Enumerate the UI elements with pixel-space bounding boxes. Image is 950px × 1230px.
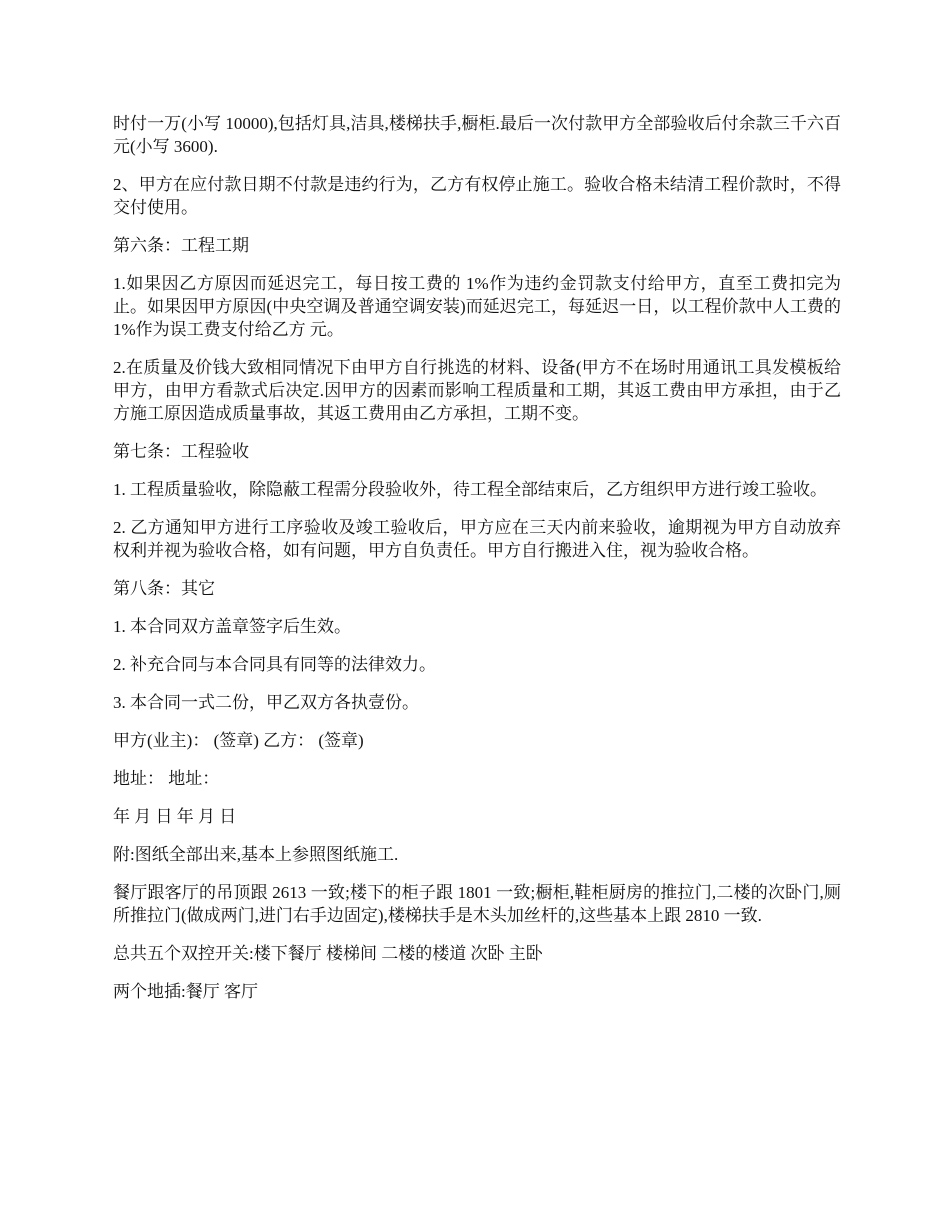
paragraph-delay-penalty: 1.如果因乙方原因而延迟完工，每日按工费的 1%作为违约金罚款支付给甲方，直至工费扣完为止。如果因甲方原因(中央空调及普通空调安装)而延迟完工，每延迟一日，以工程价款中人工费的 1%作为误工费支付给乙方 元。 <box>113 274 841 339</box>
paragraph-supplement: 2. 补充合同与本合同具有同等的法律效力。 <box>113 655 436 674</box>
paragraph-payment-terms: 时付一万(小写 10000),包括灯具,洁具,楼梯扶手,橱柜.最后一次付款甲方全部验收后付余款三千六百元(小写 3600). <box>113 114 841 156</box>
paragraph-switches: 总共五个双控开关:楼下餐厅 楼梯间 二楼的楼道 次卧 主卧 <box>113 944 543 963</box>
heading-article-6: 第六条：工程工期 <box>113 236 249 255</box>
paragraph-material-selection: 2.在质量及价钱大致相同情况下由甲方自行挑选的材料、设备(甲方不在场时用通讯工具发模板给甲方，由甲方看款式后决定.因甲方的因素而影响工程质量和工期，其返工费由甲方承担，由于乙方施工原因造成质量事故，其返工费用由乙方承担，工期不变。 <box>113 358 841 423</box>
paragraph-quality-acceptance: 1. 工程质量验收，除隐蔽工程需分段验收外，待工程全部结束后，乙方组织甲方进行竣工验收。 <box>113 480 827 499</box>
paragraph-appendix: 附:图纸全部出来,基本上参照图纸施工. <box>113 845 399 864</box>
paragraph-late-payment: 2、甲方在应付款日期不付款是违约行为，乙方有权停止施工。验收合格未结清工程价款时，不得交付使用。 <box>113 175 841 217</box>
date-line: 年 月 日 年 月 日 <box>113 807 237 826</box>
paragraph-effective: 1. 本合同双方盖章签字后生效。 <box>113 617 351 636</box>
heading-article-8: 第八条：其它 <box>113 579 215 598</box>
paragraph-acceptance-notice: 2. 乙方通知甲方进行工序验收及竣工验收后，甲方应在三天内前来验收，逾期视为甲方自动放弃权利并视为验收合格，如有问题，甲方自负责任。甲方自行搬进入住，视为验收合格。 <box>113 518 841 560</box>
heading-article-7: 第七条：工程验收 <box>113 442 249 461</box>
paragraph-copies: 3. 本合同一式二份，甲乙双方各执壹份。 <box>113 693 419 712</box>
document-page <box>113 112 841 1018</box>
paragraph-floor-sockets: 两个地插:餐厅 客厅 <box>113 982 258 1001</box>
paragraph-design-details: 餐厅跟客厅的吊顶跟 2613 一致;楼下的柜子跟 1801 一致;橱柜,鞋柜厨房的推拉门,二楼的次卧门,厕所推拉门(做成两门,进门右手边固定),楼梯扶手是木头加丝杆的,这些基本上跟 2810 一致. <box>113 883 841 925</box>
address-line: 地址： 地址： <box>113 769 220 788</box>
signature-line: 甲方(业主)： (签章) 乙方： (签章) <box>113 731 364 750</box>
